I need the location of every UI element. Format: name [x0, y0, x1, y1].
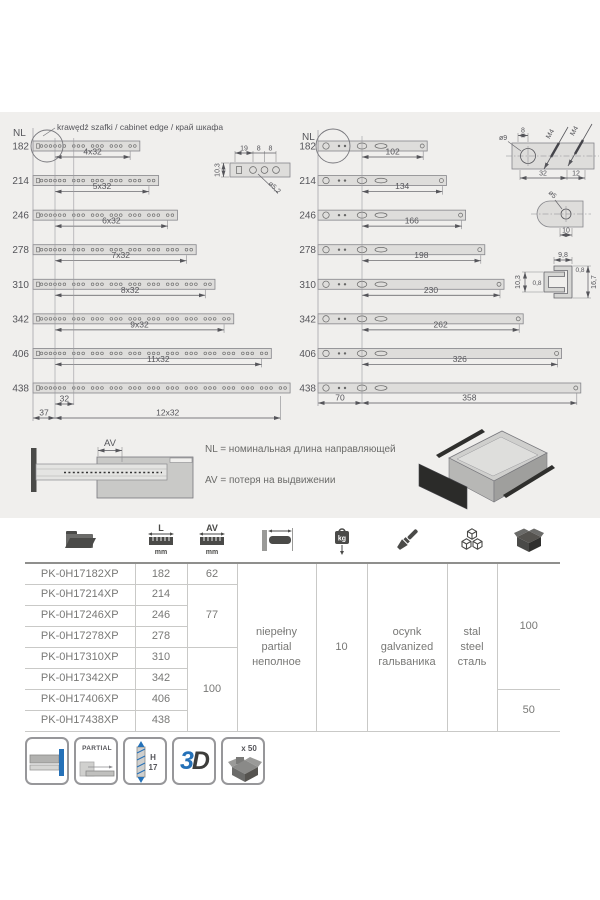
legend-av: AV = потеря на выдвижении [205, 475, 336, 486]
badge-partial-extension [74, 737, 118, 785]
nl-value: 278 [299, 245, 316, 257]
svg-text:PARTIAL: PARTIAL [82, 745, 112, 752]
svg-text:134: 134 [395, 181, 410, 192]
svg-text:102: 102 [385, 146, 400, 157]
qty-cell: 50 [497, 689, 560, 731]
svg-text:0,8: 0,8 [575, 267, 585, 274]
svg-text:6x32: 6x32 [102, 215, 121, 226]
col-load [316, 523, 367, 563]
product-code: PK-0H17342XP [25, 668, 135, 689]
svg-text:AV: AV [206, 523, 218, 533]
length-value: 406 [135, 689, 187, 710]
nl-value: 438 [299, 383, 316, 395]
svg-text:ø5,2: ø5,2 [266, 180, 282, 196]
svg-text:12: 12 [572, 170, 580, 178]
nl-value: 406 [299, 348, 316, 360]
right-diagram-frame [302, 129, 362, 406]
nl-value: 278 [12, 245, 29, 257]
svg-text:0,8: 0,8 [532, 280, 542, 287]
length-ruler-icon [146, 523, 176, 557]
col-length [135, 523, 187, 563]
nl-label-left: NL [13, 128, 26, 139]
svg-text:8: 8 [268, 145, 273, 153]
svg-text:17: 17 [148, 763, 158, 772]
length-value: 438 [135, 710, 187, 731]
right-rail-214 [299, 176, 446, 195]
qty-cell: 100 [497, 563, 560, 689]
package-box-icon [514, 527, 544, 554]
nl-value: 310 [299, 279, 316, 291]
svg-text:mm: mm [205, 549, 219, 556]
nl-value: 406 [12, 348, 29, 360]
svg-text:9,8: 9,8 [558, 252, 568, 259]
svg-text:262: 262 [433, 319, 448, 330]
svg-text:11x32: 11x32 [147, 353, 170, 364]
svg-text:7x32: 7x32 [111, 250, 130, 261]
svg-text:ø5: ø5 [546, 189, 558, 201]
folder-icon [63, 528, 97, 552]
brush-icon [393, 526, 421, 554]
product-code: PK-0H17182XP [25, 563, 135, 584]
material-cell: stal steel сталь [447, 563, 497, 731]
nl-value: 182 [12, 141, 29, 153]
extension-cell: niepełny partial неполное [237, 563, 316, 731]
pack-quantity-icon [224, 740, 264, 784]
extension-icon [260, 526, 294, 554]
col-av [187, 523, 237, 563]
av-value: 62 [187, 563, 237, 584]
svg-text:326: 326 [452, 353, 467, 364]
col-coating [367, 523, 447, 563]
svg-text:32: 32 [539, 170, 547, 178]
av-dim-label: AV [104, 438, 116, 449]
av-value: 100 [187, 647, 237, 731]
left-bottom-dims [33, 394, 280, 421]
svg-text:166: 166 [404, 215, 419, 226]
badge-3d [172, 737, 216, 785]
av-diagram [31, 438, 193, 498]
product-code: PK-0H17310XP [25, 647, 135, 668]
svg-text:ø9: ø9 [499, 135, 508, 142]
length-value: 214 [135, 584, 187, 605]
left-rail-406 [12, 348, 271, 367]
load-kg-icon [330, 525, 354, 556]
right-rail-310 [299, 279, 504, 298]
right-rail-278 [299, 245, 484, 264]
length-value: 310 [135, 647, 187, 668]
svg-text:198: 198 [414, 250, 429, 261]
svg-text:10,3: 10,3 [515, 275, 522, 289]
hole-pattern-detail [215, 146, 291, 196]
table-row [25, 563, 560, 584]
nl-value: 214 [12, 176, 29, 188]
svg-text:10: 10 [562, 227, 570, 235]
svg-text:70: 70 [335, 392, 345, 403]
svg-text:9x32: 9x32 [130, 319, 149, 330]
svg-text:19: 19 [240, 145, 248, 153]
av-value: 77 [187, 584, 237, 647]
svg-text:37: 37 [39, 407, 49, 418]
nl-value: 214 [299, 176, 316, 188]
svg-text:10,3: 10,3 [214, 163, 222, 177]
badge-slide-type [25, 737, 69, 785]
length-value: 278 [135, 626, 187, 647]
feature-badges [25, 737, 265, 785]
nl-value: 246 [299, 210, 316, 222]
right-rail-246 [299, 210, 465, 229]
height-17-icon [126, 740, 166, 784]
nl-label-right: NL [302, 132, 315, 143]
right-rail-182 [299, 141, 427, 160]
product-code: PK-0H17246XP [25, 605, 135, 626]
nl-value: 246 [12, 210, 29, 222]
badge-pack-quantity [221, 737, 265, 785]
product-code: PK-0H17214XP [25, 584, 135, 605]
svg-text:358: 358 [462, 392, 477, 403]
nl-value: 342 [299, 314, 316, 326]
profile-cross-section-detail [515, 252, 598, 298]
partial-extension-icon [77, 740, 117, 784]
left-rail-342 [12, 314, 233, 333]
product-code: PK-0H17406XP [25, 689, 135, 710]
product-table [25, 523, 560, 732]
left-diagram-frame [13, 122, 223, 421]
left-rail-438 [12, 383, 290, 395]
drawer-3d-illustration [419, 429, 555, 509]
col-code [25, 523, 135, 563]
badge-height-17 [123, 737, 167, 785]
product-code: PK-0H17438XP [25, 710, 135, 731]
svg-text:16,7: 16,7 [591, 275, 598, 289]
svg-text:M4: M4 [545, 128, 557, 141]
svg-text:kg: kg [337, 535, 346, 542]
svg-text:mm: mm [154, 549, 168, 556]
length-value: 246 [135, 605, 187, 626]
svg-text:5x32: 5x32 [92, 181, 112, 192]
cabinet-edge-label: krawędź szafki / cabinet edge / край шкафа [57, 122, 224, 132]
svg-text:32: 32 [59, 393, 70, 404]
nl-value: 438 [12, 383, 29, 395]
svg-text:x 50: x 50 [241, 744, 257, 753]
length-value: 342 [135, 668, 187, 689]
svg-text:H: H [150, 753, 156, 762]
svg-text:4x32: 4x32 [83, 146, 102, 157]
left-rail-278 [12, 245, 196, 264]
product-code: PK-0H17278XP [25, 626, 135, 647]
nl-value: 342 [12, 314, 29, 326]
svg-text:8: 8 [256, 145, 261, 153]
col-material [447, 523, 497, 563]
three-d-icon: 3 D [180, 746, 208, 775]
nl-value: 182 [299, 141, 316, 153]
av-ruler-icon [197, 523, 227, 557]
col-extension [237, 523, 316, 563]
legend-nl: NL = номинальная длина направляющей [205, 444, 396, 455]
svg-text:M4: M4 [569, 125, 581, 138]
right-bottom-dims [318, 393, 577, 406]
left-rail-246 [12, 210, 177, 229]
left-rail-214 [12, 176, 158, 195]
svg-text:8: 8 [521, 127, 525, 135]
svg-text:230: 230 [423, 284, 439, 295]
rails-layer [12, 141, 580, 420]
coating-cell: ocynk galvanized гальваника [367, 563, 447, 731]
nl-value: 310 [12, 279, 29, 291]
col-packing [497, 523, 560, 563]
length-value: 182 [135, 563, 187, 584]
svg-text:12x32: 12x32 [156, 407, 180, 418]
svg-text:8x32: 8x32 [120, 284, 140, 295]
m4-screw-detail [499, 124, 599, 180]
right-rail-342 [299, 314, 523, 333]
pin-detail [531, 190, 591, 237]
left-rail-310 [12, 279, 215, 298]
material-cubes-icon [458, 526, 486, 554]
load-cell: 10 [316, 563, 367, 731]
right-rail-406 [299, 348, 561, 367]
table-header-row [25, 523, 560, 563]
svg-text:L: L [158, 523, 164, 533]
slide-icon [28, 740, 68, 784]
